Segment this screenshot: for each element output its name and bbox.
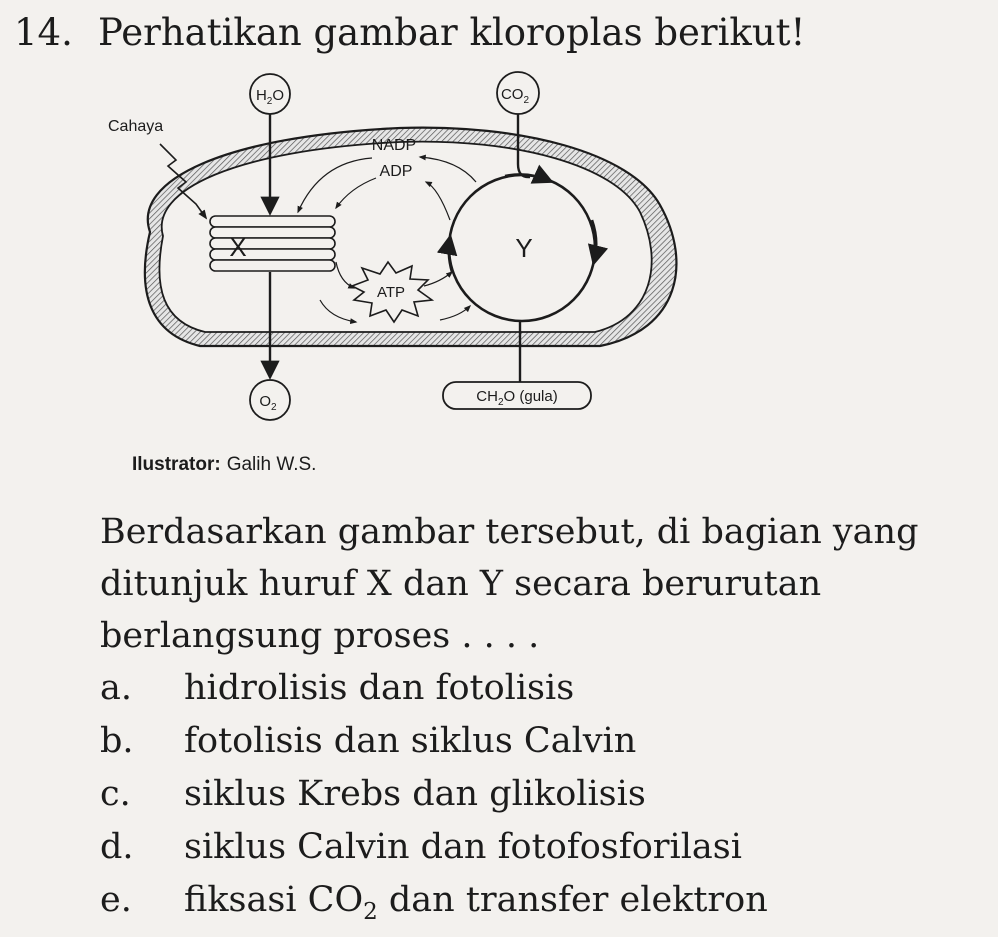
- label-y: Y: [515, 233, 533, 263]
- option-letter: e.: [100, 880, 132, 920]
- label-x: X: [229, 232, 247, 262]
- nadp-label: NADP: [371, 137, 417, 154]
- atp-label: ATP: [376, 284, 406, 301]
- question-title: Perhatikan gambar kloroplas berikut!: [98, 11, 806, 54]
- option-text: hidrolisis dan fotolisis: [184, 668, 575, 708]
- h2o-label: $H_2O$: [255, 87, 285, 107]
- option-e[interactable]: [100, 874, 990, 927]
- option-subscript: 2: [363, 899, 378, 925]
- option-letter: c.: [100, 774, 131, 814]
- o2-label: $O_2$: [259, 393, 277, 413]
- option-letter: d.: [100, 827, 134, 867]
- option-c[interactable]: [100, 768, 990, 821]
- illustrator-credit: Ilustrator: Galih W.S.: [132, 454, 317, 475]
- option-text: fotolisis dan siklus Calvin: [184, 721, 637, 761]
- option-letter: b.: [100, 721, 134, 761]
- option-b[interactable]: [100, 715, 990, 768]
- answer-options: [100, 662, 990, 927]
- option-d[interactable]: [100, 821, 990, 874]
- cahaya-label: Cahaya: [108, 118, 164, 135]
- co2-label: $CO_2$: [500, 86, 530, 106]
- option-letter: a.: [100, 668, 132, 708]
- ch2o-label: $CH_2O$ (gula): [476, 388, 558, 408]
- question-body: Berdasarkan gambar tersebut, di bagian yang ditunjuk huruf X dan Y secara berurutan berlangsung proses . . . .: [100, 512, 919, 656]
- option-text: fiksasi CO: [184, 880, 364, 920]
- option-text-tail: dan transfer elektron: [377, 880, 768, 920]
- option-text: siklus Calvin dan fotofosforilasi: [184, 827, 742, 867]
- question-number: 14.: [14, 11, 73, 54]
- option-a[interactable]: [100, 662, 990, 715]
- option-text: siklus Krebs dan glikolisis: [184, 774, 646, 814]
- adp-label: ADP: [379, 163, 413, 180]
